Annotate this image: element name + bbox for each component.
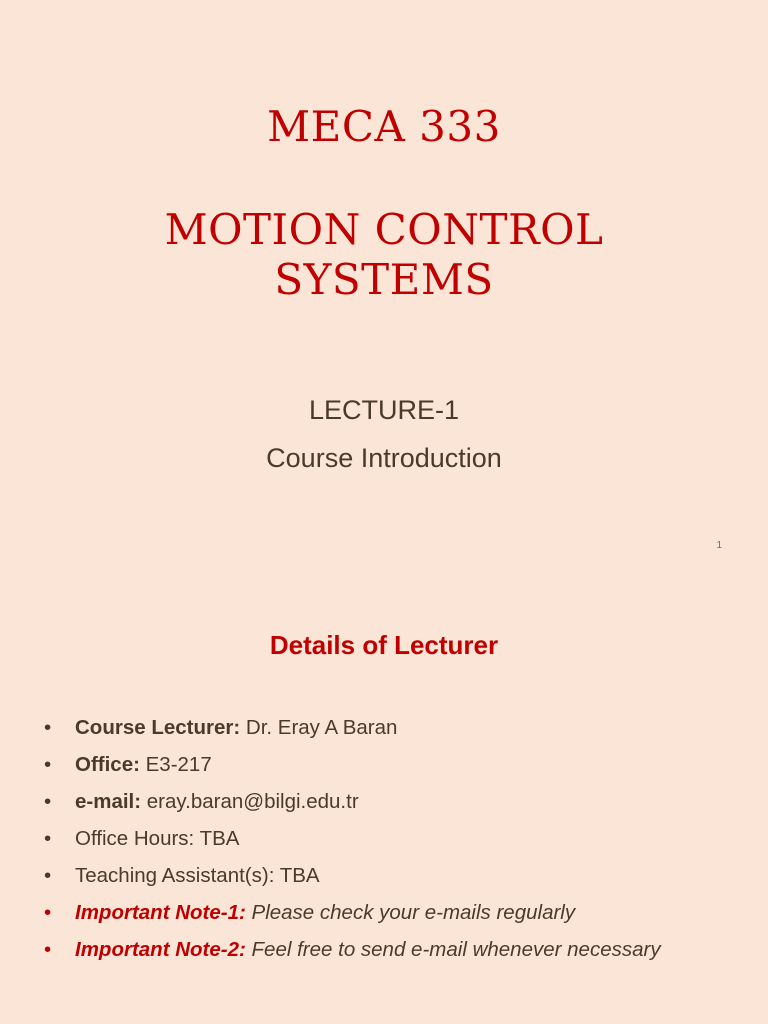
list-item-office-hours [44,820,754,857]
item-label: Office: [75,753,140,776]
note-text: Feel free to send e-mail whenever necessary [245,938,661,961]
page-number: 1 [716,540,722,551]
list-item-teaching-assistant [44,857,754,894]
list-item-office [44,746,754,783]
item-value: Dr. Eray A Baran [240,716,398,739]
item-label: Course Lecturer: [75,716,241,739]
item-text: Teaching Assistant(s): TBA [75,864,320,887]
bullet-icon: • [44,901,52,924]
note-text: Please check your e-mails regularly [245,901,576,924]
course-code-title: MECA 333 [267,102,501,151]
note-label: Important Note-1: [75,901,246,924]
bullet-icon: • [44,938,52,961]
note-label: Important Note-2: [75,938,246,961]
item-text: Office Hours: TBA [75,827,240,850]
item-value: E3-217 [139,753,212,776]
lecture-number: LECTURE-1 [308,395,460,425]
list-item-note-2 [44,931,754,968]
course-name-title-line2: SYSTEMS [274,255,494,304]
course-name-title-line1: MOTION CONTROL [164,205,604,254]
bullet-icon: • [44,716,52,739]
slide-2 [0,576,768,1024]
list-item-email [44,783,754,820]
bullet-icon: • [44,827,52,850]
slide-title: Details of Lecturer [269,630,499,660]
bullet-icon: • [44,753,52,776]
lecture-subtitle: Course Introduction [266,443,502,473]
bullet-icon: • [44,790,52,813]
list-item-note-1 [44,894,754,931]
bullet-icon: • [44,864,52,887]
email-value[interactable]: eray.baran@bilgi.edu.tr [141,790,359,813]
lecturer-details-list [44,709,754,968]
list-item-lecturer [44,709,754,746]
item-label: e-mail: [75,790,142,813]
